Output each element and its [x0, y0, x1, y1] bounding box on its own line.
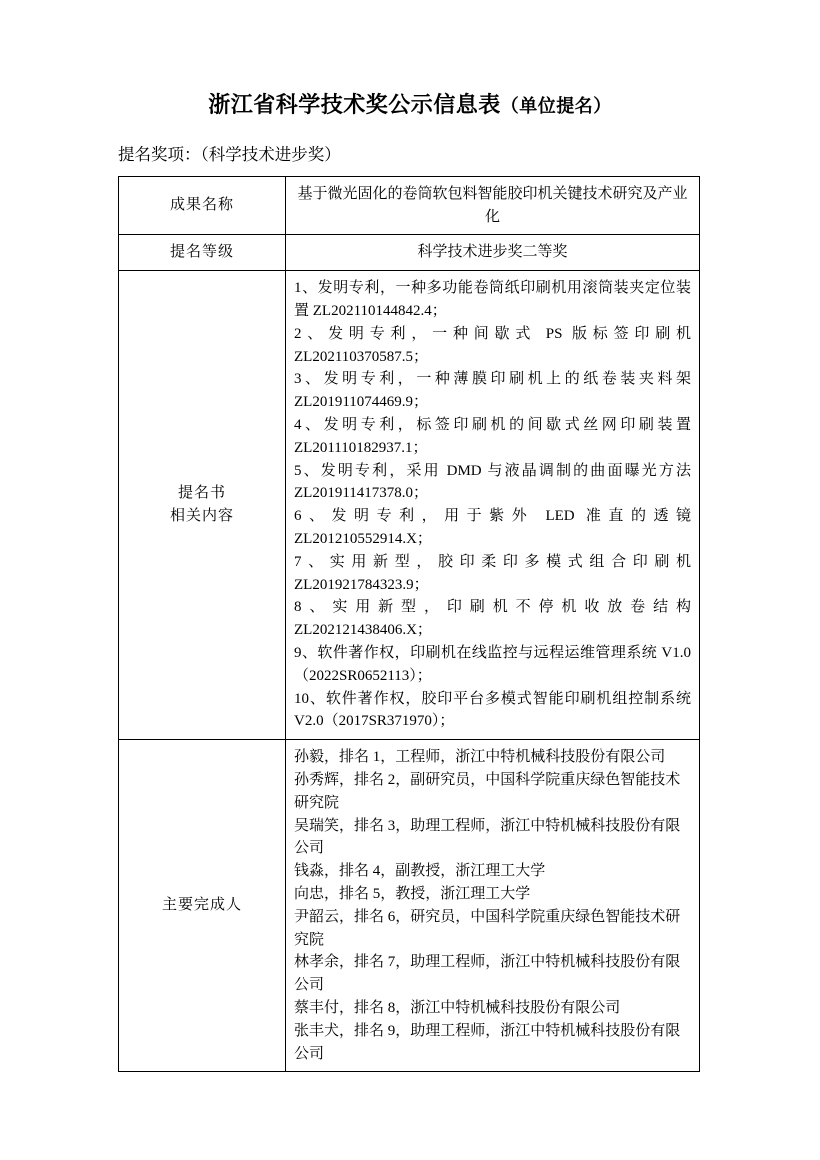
list-item: 1、发明专利，一种多功能卷筒纸印刷机用滚筒装夹定位装置 ZL202110144842.4； [294, 280, 691, 320]
list-item: 孙秀辉，排名 2，副研究员，中国科学院重庆绿色智能技术研究院 [294, 771, 681, 811]
row-label-nomination-content [119, 271, 286, 740]
list-item: 张丰犬，排名 9，助理工程师，浙江中特机械科技股份有限公司 [294, 1022, 681, 1062]
page-title [0, 0, 820, 118]
public-notice-table [118, 176, 700, 1072]
list-item: 5、发明专利，采用 DMD 与液晶调制的曲面曝光方法 ZL201911417378.0； [294, 462, 691, 502]
row-value-main-contributors [286, 740, 700, 1072]
list-item: 10、软件著作权，胶印平台多模式智能印刷机组控制系统 V2.0（2017SR371970）； [294, 690, 691, 730]
award-category-line: 提名奖项：（科学技术进步奖） [118, 145, 341, 165]
row-label-main-contributors: 主要完成人 [119, 740, 286, 1072]
list-item: 向忠，排名 5，教授，浙江理工大学 [294, 885, 531, 902]
list-item: 8、实用新型，印刷机不停机收放卷结构 ZL202121438406.X； [294, 599, 691, 639]
table-row [119, 271, 700, 740]
row-value-nomination-level: 科学技术进步奖二等奖 [286, 235, 700, 271]
page-title-main: 浙江省科学技术奖公示信息表 [208, 92, 501, 117]
row-label-line2: 相关内容 [169, 508, 234, 525]
list-item: 4、发明专利，标签印刷机的间歇式丝网印刷装置 ZL201110182937.1； [294, 417, 691, 456]
table-row [119, 235, 700, 271]
list-item: 钱淼，排名 4，副教授，浙江理工大学 [294, 863, 546, 880]
row-label-nomination-level: 提名等级 [119, 235, 286, 271]
list-item: 吴瑞笑，排名 3，助理工程师，浙江中特机械科技股份有限公司 [294, 817, 681, 857]
list-item: 3、发明专利，一种薄膜印刷机上的纸卷装夹料架 ZL201911074469.9； [294, 371, 691, 411]
list-item: 2、发明专利，一种间歇式 PS 版标签印刷机 ZL202110370587.5； [294, 325, 691, 365]
list-item: 林孝余，排名 7，助理工程师，浙江中特机械科技股份有限公司 [294, 954, 681, 994]
row-value-nomination-content [286, 271, 700, 740]
list-item: 尹韶云，排名 6，研究员，中国科学院重庆绿色智能技术研究院 [294, 908, 681, 948]
table-row [119, 740, 700, 1072]
list-item: 蔡丰付，排名 8，浙江中特机械科技股份有限公司 [294, 999, 621, 1016]
list-item: 6、发明专利，用于紫外 LED 准直的透镜 ZL201210552914.X； [294, 508, 691, 547]
table-row [119, 176, 700, 235]
row-value-achievement-name: 基于微光固化的卷筒软包料智能胶印机关键技术研究及产业化 [286, 176, 700, 235]
list-item: 孙毅，排名 1，工程师，浙江中特机械科技股份有限公司 [294, 749, 666, 766]
row-label-line1: 提名书 [177, 485, 226, 502]
list-item: 7、实用新型，胶印柔印多模式组合印刷机 ZL201921784323.9； [294, 553, 691, 593]
page-title-sub: （单位提名） [500, 96, 612, 116]
row-label-achievement-name: 成果名称 [119, 176, 286, 235]
list-item: 9、软件著作权，印刷机在线监控与远程运维管理系统 V1.0（2022SR0652113）； [294, 644, 691, 684]
